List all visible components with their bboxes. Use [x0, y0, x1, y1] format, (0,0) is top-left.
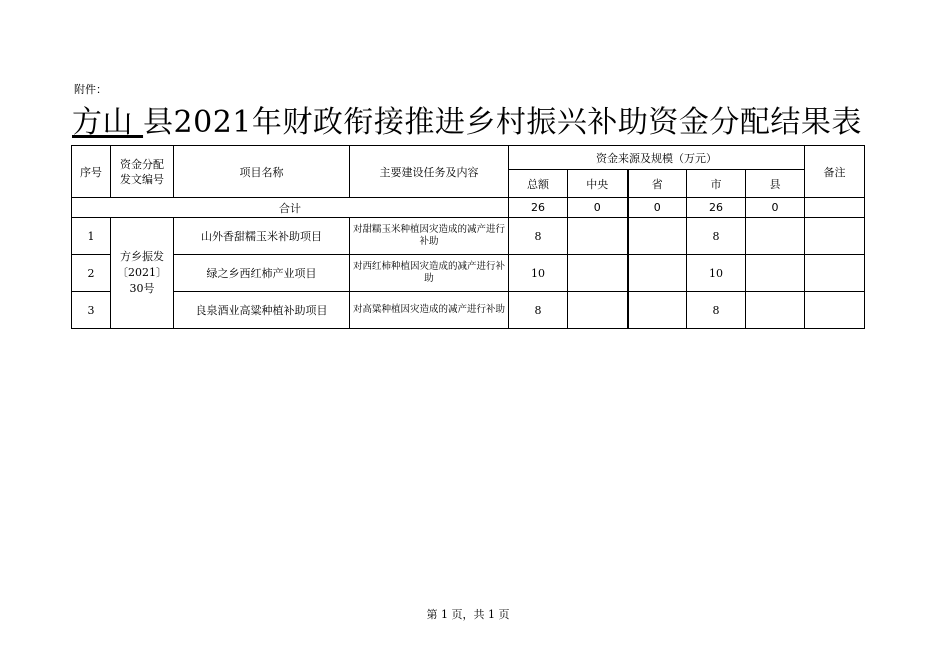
summary-city: 26 — [687, 198, 746, 218]
row-city: 8 — [687, 218, 746, 255]
summary-row — [72, 198, 865, 218]
row-province — [628, 292, 687, 329]
row-central — [568, 292, 628, 329]
summary-province: 0 — [628, 198, 687, 218]
header-project-name: 项目名称 — [174, 146, 350, 198]
header-seq: 序号 — [72, 146, 111, 198]
row-remarks — [805, 218, 865, 255]
row-seq: 1 — [72, 218, 111, 255]
title-county-name: 方山 — [72, 105, 144, 140]
doc-number: 方乡振发 〔2021〕 30号 — [111, 218, 174, 329]
row-county — [746, 292, 805, 329]
row-central — [568, 255, 628, 292]
row-central — [568, 218, 628, 255]
row-city: 10 — [687, 255, 746, 292]
row-project-name: 绿之乡西红柿产业项目 — [174, 255, 350, 292]
row-total: 10 — [509, 255, 568, 292]
header-remarks: 备注 — [805, 146, 865, 198]
summary-label: 合计 — [72, 198, 509, 218]
header-city: 市 — [687, 170, 746, 198]
header-county: 县 — [746, 170, 805, 198]
summary-county: 0 — [746, 198, 805, 218]
header-tasks: 主要建设任务及内容 — [350, 146, 509, 198]
row-seq: 2 — [72, 255, 111, 292]
row-total: 8 — [509, 218, 568, 255]
row-province — [628, 255, 687, 292]
row-county — [746, 255, 805, 292]
summary-central: 0 — [568, 198, 628, 218]
row-project-name: 良泉酒业高粱种植补助项目 — [174, 292, 350, 329]
row-province — [628, 218, 687, 255]
row-remarks — [805, 255, 865, 292]
allocation-table — [71, 145, 865, 329]
row-project-name: 山外香甜糯玉米补助项目 — [174, 218, 350, 255]
header-funding-group: 资金来源及规模（万元） — [509, 146, 805, 170]
attachment-label: 附件： — [74, 83, 107, 96]
header-central: 中央 — [568, 170, 628, 198]
row-county — [746, 218, 805, 255]
summary-remarks — [805, 198, 865, 218]
row-task: 对甜糯玉米种植因灾造成的减产进行补助 — [350, 218, 509, 255]
row-total: 8 — [509, 292, 568, 329]
header-total: 总额 — [509, 170, 568, 198]
table-row — [72, 218, 865, 255]
title-text: 县2021年财政衔接推进乡村振兴补助资金分配结果表 — [143, 105, 862, 140]
page-footer: 第 1 页，共 1 页 — [426, 608, 510, 621]
table-row — [72, 255, 865, 292]
row-task: 对高粱种植因灾造成的减产进行补助 — [350, 292, 509, 329]
header-doc-no: 资金分配 发文编号 — [111, 146, 174, 198]
row-remarks — [805, 292, 865, 329]
table-row — [72, 292, 865, 329]
header-province: 省 — [628, 170, 687, 198]
page-title — [72, 104, 862, 142]
row-task: 对西红柿种植因灾造成的减产进行补助 — [350, 255, 509, 292]
summary-total: 26 — [509, 198, 568, 218]
row-city: 8 — [687, 292, 746, 329]
row-seq: 3 — [72, 292, 111, 329]
